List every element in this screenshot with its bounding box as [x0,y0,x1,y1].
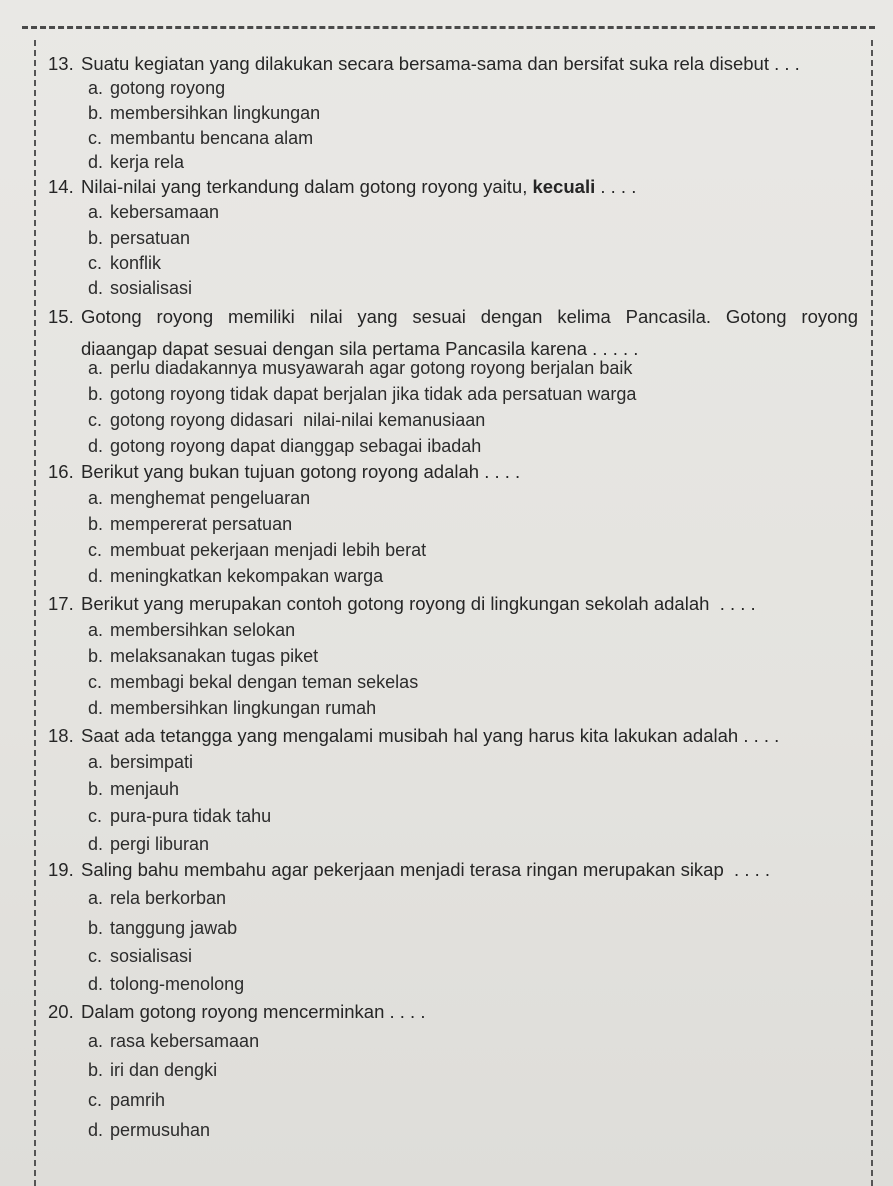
option-text: rela berkorban [110,888,227,908]
option-20b [88,1058,217,1082]
question-text: Berikut yang bukan tujuan gotong royong adalah . . . . [81,461,521,482]
question-13 [48,52,858,76]
option-text: konflik [110,253,162,273]
option-letter: b. [88,646,104,666]
option-text: perlu diadakannya musyawarah agar gotong royong berjalan baik [110,358,633,378]
option-text: gotong royong didasari nilai-nilai kemanusiaan [110,410,486,430]
question-18 [48,724,858,748]
option-letter: b. [88,103,104,123]
option-letter: a. [88,1031,104,1051]
option-text: rasa kebersamaan [110,1031,260,1051]
option-15b [88,382,636,406]
option-19b [88,916,237,940]
option-text: membersihkan selokan [110,620,296,640]
option-letter: b. [88,228,104,248]
option-17b [88,644,318,668]
option-letter: d. [88,566,104,586]
question-19 [48,858,858,882]
left-dashed-border [34,40,36,1186]
option-14b [88,226,190,250]
option-20a [88,1029,259,1053]
question-number: 20. [48,1001,74,1022]
option-text: gotong royong dapat dianggap sebagai ibadah [110,436,482,456]
option-18c [88,804,271,828]
question-text: Saling bahu membahu agar pekerjaan menjadi terasa ringan merupakan sikap . . . . [81,859,771,880]
option-15a [88,356,632,380]
option-letter: c. [88,253,103,273]
option-text: iri dan dengki [110,1060,218,1080]
option-letter: c. [88,1090,103,1110]
option-text: menghemat pengeluaran [110,488,311,508]
question-text-line-1: Gotong royong memiliki nilai yang sesuai dengan kelima Pancasila. Gotong royong [81,306,858,327]
option-14c [88,251,161,275]
question-number: 18. [48,725,74,746]
option-letter: a. [88,358,104,378]
option-text: mempererat persatuan [110,514,293,534]
option-16b [88,512,292,536]
question-number: 19. [48,859,74,880]
option-text: membagi bekal dengan teman sekelas [110,672,419,692]
option-text: pura-pura tidak tahu [110,806,272,826]
question-text-after: . . . . [595,176,637,197]
question-text: Berikut yang merupakan contoh gotong royong di lingkungan sekolah adalah . . . . [81,593,756,614]
option-18d [88,832,209,856]
option-letter: a. [88,202,104,222]
option-text: sosialisasi [110,278,193,298]
option-text: membantu bencana alam [110,128,314,148]
option-letter: d. [88,278,104,298]
option-16d [88,564,383,588]
option-letter: a. [88,620,104,640]
option-text: melaksanakan tugas piket [110,646,319,666]
question-text: Suatu kegiatan yang dilakukan secara bersama-sama dan bersifat suka rela disebut . . . [81,53,800,74]
option-17a [88,618,295,642]
option-text: kerja rela [110,152,185,172]
option-letter: d. [88,436,104,456]
option-text: meningkatkan kekompakan warga [110,566,384,586]
option-text: membersihkan lingkungan rumah [110,698,377,718]
option-16c [88,538,426,562]
question-number: 17. [48,593,74,614]
question-text [81,175,858,199]
option-letter: c. [88,128,103,148]
question-17 [48,592,858,616]
option-text: kebersamaan [110,202,220,222]
option-13a [88,76,225,100]
option-letter: a. [88,752,104,772]
option-letter: c. [88,410,103,430]
question-text [81,305,858,361]
option-letter: d. [88,152,104,172]
question-text-emphasis: kecuali [532,176,596,197]
option-letter: b. [88,918,104,938]
option-13d [88,150,184,174]
question-number: 16. [48,461,74,482]
option-15c [88,408,485,432]
option-text: sosialisasi [110,946,193,966]
option-17d [88,696,376,720]
option-18b [88,777,179,801]
option-20d [88,1118,210,1142]
option-letter: d. [88,698,104,718]
option-text: membersihkan lingkungan [110,103,321,123]
option-text: membuat pekerjaan menjadi lebih berat [110,540,427,560]
question-number: 13. [48,53,74,74]
option-letter: c. [88,672,103,692]
option-letter: c. [88,540,103,560]
option-14a [88,200,219,224]
option-19a [88,886,226,910]
option-17c [88,670,418,694]
option-letter: a. [88,78,104,98]
option-13b [88,101,320,125]
option-text: gotong royong [110,78,226,98]
option-letter: d. [88,834,104,854]
option-letter: b. [88,514,104,534]
right-dashed-border [871,40,873,1186]
option-letter: c. [88,946,103,966]
question-number: 14. [48,176,74,197]
option-text: persatuan [110,228,191,248]
option-letter: a. [88,488,104,508]
option-text: permusuhan [110,1120,211,1140]
option-19d [88,972,244,996]
option-letter: b. [88,384,104,404]
option-text: pergi liburan [110,834,210,854]
question-15 [48,305,858,361]
top-dashed-border [22,26,875,29]
option-text: tanggung jawab [110,918,238,938]
option-text: bersimpati [110,752,194,772]
question-number: 15. [48,306,74,327]
option-text: tolong-menolong [110,974,245,994]
option-text: gotong royong tidak dapat berjalan jika tidak ada persatuan warga [110,384,637,404]
option-letter: b. [88,1060,104,1080]
option-letter: c. [88,806,103,826]
question-14 [48,175,858,199]
question-20 [48,1000,858,1024]
option-15d [88,434,481,458]
question-16 [48,460,858,484]
option-20c [88,1088,165,1112]
option-18a [88,750,193,774]
question-text-line-2: diaangap dapat sesuai dengan sila pertama Pancasila karena . . . . . [81,338,639,359]
option-letter: d. [88,1120,104,1140]
question-text: Saat ada tetangga yang mengalami musibah hal yang harus kita lakukan adalah . . . . [81,725,780,746]
question-text: Dalam gotong royong mencerminkan . . . . [81,1001,426,1022]
option-text: menjauh [110,779,180,799]
option-letter: b. [88,779,104,799]
option-13c [88,126,313,150]
question-text-before: Nilai-nilai yang terkandung dalam gotong royong yaitu, [81,176,533,197]
option-letter: a. [88,888,104,908]
option-19c [88,944,192,968]
option-text: pamrih [110,1090,166,1110]
option-16a [88,486,310,510]
option-14d [88,276,192,300]
option-letter: d. [88,974,104,994]
